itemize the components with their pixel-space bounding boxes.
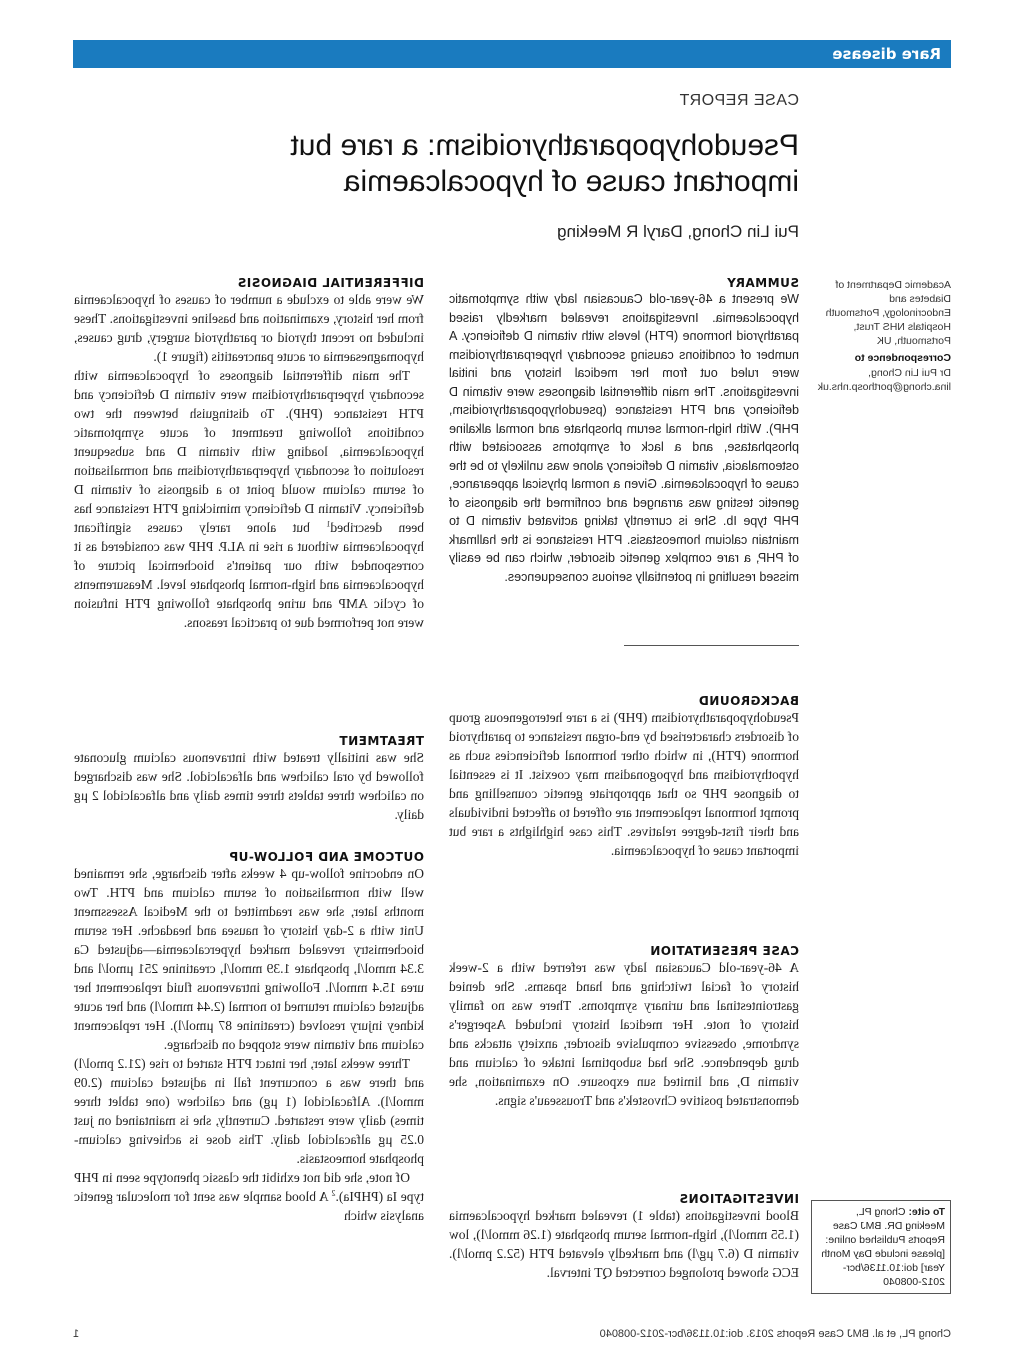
correspondence-name: Dr Pui Lin Chong, xyxy=(868,367,951,379)
article-type-label: CASE REPORT xyxy=(679,92,799,109)
correspondence-email[interactable]: lina.chong@porthosp.nhs.uk xyxy=(817,381,951,393)
investigations-text: Blood investigations (table 1) revealed marked hypocalcaemia (1.55 mmol/l), high-normal serum phosphate (1.26 mmol/l), low vitamin D (6.7 μg/l) and markedly elevated PTH (52.2 pmol/l). ECG showed prolonged corrected QT interval. xyxy=(449,1208,799,1280)
differential-heading: DIFFERENTIAL DIAGNOSIS xyxy=(237,276,424,290)
correspondence-heading: Correspondence to xyxy=(854,352,951,364)
treatment-text: She was initially treated with intravenous calcium gluconate followed by oral calichew and alfacalcidol. She was discharged on calichew three tablets three times daily and alfacalcidol 2 μg daily. xyxy=(74,750,424,822)
background-section xyxy=(449,694,799,860)
case-presentation-text: A 46-year-old Caucasian lady was referred with a 2-week history of facial twitching and hand spasms. She denied gastrointestinal and urinary symptoms. There was no family history of note. Her medical history included Asperger's syndrome, obsessive compulsive disorder, anxiety attacks and drug dependence. She had suboptimal intake of calcium and vitamin D, and limited sun exposure. On examination, she demonstrated positive Chvostek's and Trousseau's signs. xyxy=(449,960,799,1108)
summary-text: We present a 46-year-old Caucasian lady with symptomatic hypocalcaemia. Investigations revealed markedly raised parathyroid hormone (PTH) levels with vitamin D deficiency. A number of conditions causing secondary hyperparathyroidism were ruled out from her medical history and initial investigations. The main differential diagnoses were vitamin D deficiency and PTH resistance (pseudohypoparathyroidism, PHP). With high-normal serum phosphate and normal alkaline phosphatase, and a lack of symptoms associated with osteomalacia, vitamin D deficiency alone was unlikely to be the cause of hypocalcaemia. Given a normal physical appearance, genetic testing was arranged and confirmed the diagnosis of PHP type Ib. She is currently taking activated vitamin D to maintain calcium homeostasis. PTH resistance is the hallmark of PHP, a rare complex genetic disorder, which can be easily missed resulting in potentially serious consequences. xyxy=(449,292,799,584)
treatment-section xyxy=(74,734,424,824)
differential-text: but alone rarely causes significant hypocalcaemia without a rise in ALP. PHP was considered as it corresponded with our patient's biochemical picture of hypocalcaemia and high-normal phosphate level. Measurements of cyclic AMP and urine phosphate following PTH infusion were not performed due to practical reasons. xyxy=(74,520,424,630)
investigations-section xyxy=(449,1192,799,1282)
summary-heading: SUMMARY xyxy=(726,276,799,290)
outcome-section xyxy=(74,850,424,1225)
page-number: 1 xyxy=(73,1328,80,1340)
section-banner: Rare disease xyxy=(73,40,951,68)
investigations-heading: INVESTIGATIONS xyxy=(678,1192,799,1206)
background-heading: BACKGROUND xyxy=(698,694,799,708)
page-footer xyxy=(73,1328,951,1340)
outcome-text: A blood sample was sent for molecular genetic analysis which xyxy=(74,1189,424,1223)
differential-section xyxy=(74,276,424,632)
cite-text: Chong PL, Meeking DR. BMJ Case Reports Published online: [please include Day Month Year] doi:10.1136/bcr-2012-008040 xyxy=(821,1206,945,1288)
outcome-paragraph xyxy=(74,1168,424,1225)
outcome-paragraph: Three weeks later, her intact PTH started to rise (21.2 pmol/l) and there was a concurrent fall in adjusted calcium (2.09 mmol/l). Alfacalcidol (1 μg) and calichew (one tablet three times) daily were restarted. Currently, she is maintained on just 0.25 μg alfacalcidol daily. This dose is achieving calcium-phosphate homeostasis. xyxy=(74,1056,424,1166)
cite-label: To cite: xyxy=(908,1206,945,1218)
differential-text: The main differential diagnoses of hypocalcaemia with secondary hyperparathyroidism were vitamin D deficiency and PTH resistance (PHP). To distinguish between the two conditions following treatment of acute symptomatic hypocalcaemia, loading with vitamin D and subsequent resolution of secondary hyperparathyroidism and normalisation of serum calcium would point to a diagnosis of vitamin D deficiency. Vitamin D deficiency mimicking PTH resistance has been described xyxy=(74,368,424,535)
differential-paragraph xyxy=(74,366,424,632)
summary-section xyxy=(449,276,799,586)
outcome-heading: OUTCOME AND FOLLOW-UP xyxy=(228,850,424,864)
author-list: Pui Lin Chong, Daryl R Meeking xyxy=(557,222,799,241)
footer-citation: Chong PL, et al. BMJ Case Reports 2013. doi:10.1136/bcr-2012-008040 xyxy=(599,1328,951,1340)
affiliation: Academic Department of Diabetes and Endocrinology, Portsmouth Hospitals NHS Trust, Portsmouth, UK xyxy=(825,279,951,347)
outcome-text: Of note, she did not exhibit the classic phenotype seen in PHP type Ia (PHPIa). xyxy=(74,1170,424,1204)
reference-marker[interactable]: 1 xyxy=(326,519,331,529)
case-presentation-section xyxy=(449,944,799,1110)
article-title: Pseudohypoparathyroidism: a rare but important cause of hypocalcaemia xyxy=(290,129,799,198)
differential-paragraph: We were able to exclude a number of causes of hypocalcaemia from her history, examination and baseline investigations. These included no recent thyroid or parathyroid surgery, drug causes, hypomagnesaemia or acute pancreatitis (figure 1). xyxy=(74,292,424,364)
correspondence-details xyxy=(816,366,951,394)
background-text: Pseudohypoparathyroidism (PHP) is a rare heterogeneous group of disorders characterised by end-organ resistance to parathyroid hormone (PTH), in which other hormonal deficiencies such as hypothyroidism and hypogonadism may coexist. It is essential to diagnose PHP so that appropriate genetic counselling and prompt hormonal replacement are offered to affected individuals and their first-degree relatives. This case highlights a rare but important cause of hypocalcaemia. xyxy=(449,710,799,858)
cite-box xyxy=(811,1200,951,1294)
case-presentation-heading: CASE PRESENTATION xyxy=(649,944,799,958)
summary-divider xyxy=(624,645,799,646)
outcome-paragraph: On endocrine follow-up 4 weeks after discharge, she remained well with normalisation of serum calcium and PTH. Two months later, she was readmitted to the Medical Assessment Unit with a 2-day history of nausea and headache. Her serum biochemistry revealed marked hypercalcaemia—adjusted Ca 3.34 mmol/l, phosphate 1.39 mmol/l, creatinine 251 μmol/l and urea 15.4 mmol/l. Following intravenous fluid replacement her adjusted calcium returned to normal (2.44 mmol/l) and her acute kidney injury resolved (creatinine 87 μmol/l). Her replacement calcium and vitamin were stopped on discharge. xyxy=(74,866,424,1052)
treatment-heading: TREATMENT xyxy=(338,734,424,748)
reference-marker[interactable]: 2 xyxy=(331,1188,336,1198)
